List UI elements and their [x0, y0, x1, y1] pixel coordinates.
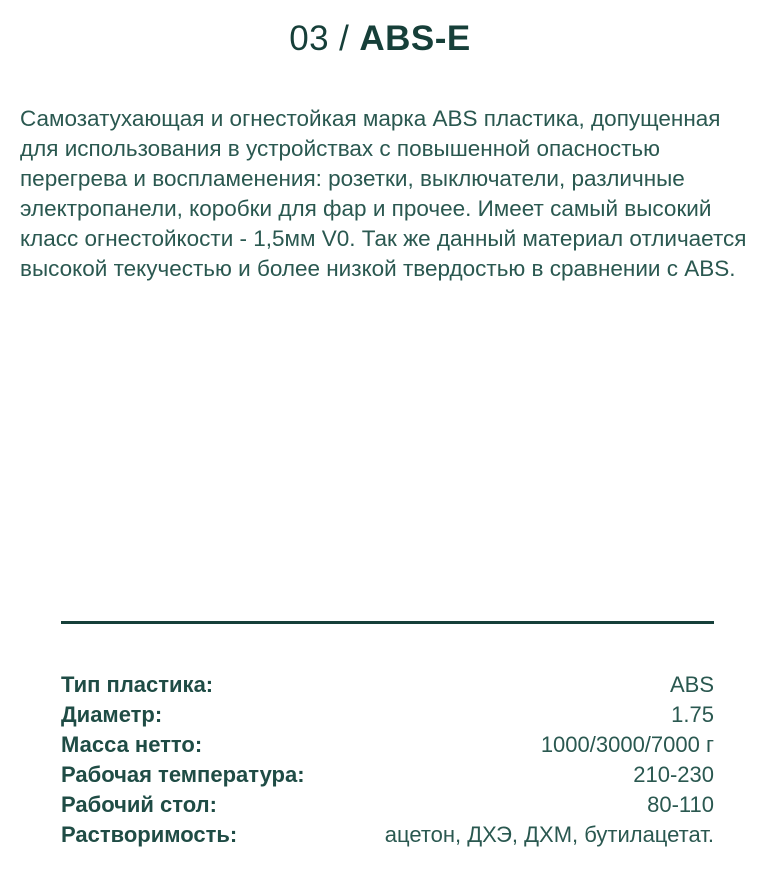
spec-label: Рабочая температура: [61, 762, 305, 787]
spec-value: 1000/3000/7000 г [540, 732, 714, 757]
spec-row-solubility [61, 820, 714, 850]
spec-row-bed-temperature [61, 790, 714, 820]
spec-row-print-temperature [61, 760, 714, 790]
spec-label: Масса нетто: [61, 732, 203, 757]
spec-label: Растворимость: [61, 822, 238, 847]
spec-label: Тип пластика: [61, 672, 214, 697]
spec-row-net-weight [61, 730, 714, 760]
spec-value: 80-110 [647, 792, 714, 817]
spec-value: 1.75 [671, 702, 714, 727]
spec-row-diameter [61, 700, 714, 730]
product-title [0, 14, 760, 64]
spec-row-plastic-type [61, 670, 714, 700]
section-divider [61, 621, 714, 624]
spec-value: ацетон, ДХЭ, ДХМ, бутилацетат. [384, 822, 714, 847]
spec-label: Рабочий стол: [61, 792, 217, 817]
specs-table [61, 670, 714, 850]
product-name: ABS-E [359, 19, 471, 58]
product-description: Самозатухающая и огнестойкая марка ABS пластика, допущенная для использования в устройствах с повышенной опасностью перегрева и воспламенения: розетки, выключатели, различные электропанели, коробки для фар и прочее. Имеет самый высокий класс огнестойкости - 1,5мм V0. Так же данный материал отличается высокой текучестью и более низкой твердостью в сравнении с ABS. [20, 106, 747, 281]
product-number: 03 [289, 19, 330, 58]
spec-value: 210-230 [633, 762, 714, 787]
title-separator: / [339, 19, 350, 58]
spec-value: ABS [669, 672, 714, 697]
spec-label: Диаметр: [61, 702, 163, 727]
